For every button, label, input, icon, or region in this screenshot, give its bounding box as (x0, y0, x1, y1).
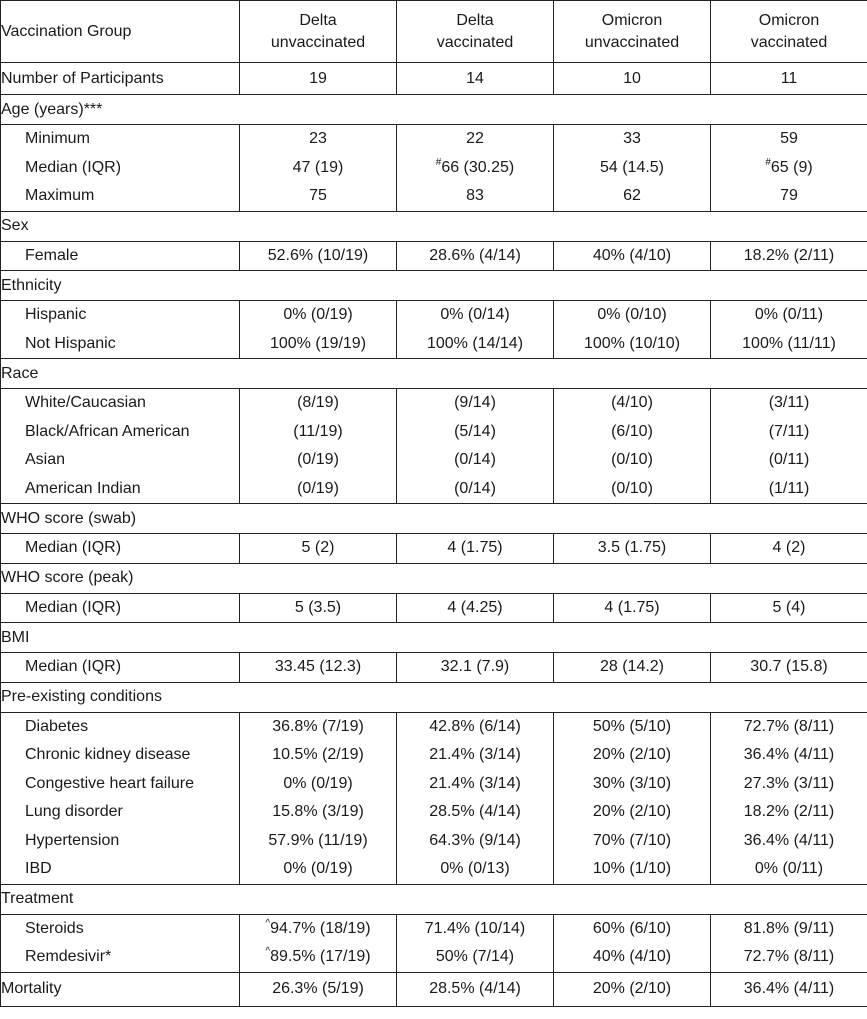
cell-text: 72.7% (8/11) (743, 948, 835, 965)
column-values (554, 125, 711, 212)
data-cell (240, 915, 396, 944)
cell-text: (6/10) (611, 422, 653, 440)
cell-text: 4 (4.25) (447, 598, 503, 616)
cell-text: 23 (309, 130, 327, 147)
column-header-line2: unvaccinated (584, 33, 680, 51)
cell-text: (0/19) (297, 451, 339, 468)
section-body-who-score-swab (1, 534, 867, 564)
cell-text: (1/11) (768, 479, 810, 497)
column-values (711, 712, 867, 884)
footnote-mark: # (765, 156, 771, 168)
data-cell (397, 594, 553, 623)
cell-text: 15.8% (3/19) (272, 803, 364, 820)
cell-text: (5/14) (454, 422, 496, 440)
cell-text: 52.6% (10/19) (267, 246, 369, 264)
data-cell (240, 301, 396, 330)
cell-text: 70% (7/10) (592, 831, 672, 849)
data-cell (711, 915, 867, 944)
cell-text: 62 (623, 187, 641, 204)
cell-text: 81.8% (9/11) (743, 919, 835, 937)
row-label: Black/African American (25, 422, 190, 440)
data-cell (554, 182, 710, 211)
cell-text: 10% (1/10) (592, 860, 672, 877)
column-values (240, 653, 397, 683)
data-cell (554, 330, 710, 359)
cell-text: (11/19) (293, 422, 343, 440)
data-cell (397, 242, 553, 271)
data-cell (397, 475, 553, 504)
column-values (397, 301, 554, 359)
data-cell (554, 534, 710, 563)
data-cell (711, 594, 867, 623)
data-cell (397, 653, 553, 682)
data-cell (240, 653, 396, 682)
participants-label: Number of Participants (1, 63, 240, 95)
section-row-who-score-swab (1, 504, 867, 534)
column-values (397, 125, 554, 212)
data-cell (240, 125, 396, 154)
cell-text: 0% (0/13) (440, 860, 510, 877)
data-cell (554, 446, 710, 475)
row-labels (1, 125, 240, 212)
cell-text: 0% (0/19) (283, 860, 353, 877)
cell-text: 21.4% (3/14) (429, 746, 521, 763)
section-row-pre-existing-conditions (1, 682, 867, 712)
data-cell (711, 389, 867, 418)
column-values (240, 534, 397, 564)
cell-text: 57.9% (11/19) (268, 831, 368, 849)
cell-text: (0/19) (297, 479, 339, 497)
cell-text: 94.7% (18/19) (270, 919, 371, 937)
column-values (554, 914, 711, 972)
cell-text: 5 (2) (301, 539, 335, 556)
cell-text: 0% (0/19) (283, 774, 353, 792)
row-label: IBD (25, 860, 52, 877)
cell-text: 4 (1.75) (447, 539, 503, 556)
data-cell (240, 534, 396, 563)
row-label: Chronic kidney disease (25, 746, 191, 763)
data-cell (240, 770, 396, 799)
section-row-treatment (1, 884, 867, 914)
data-cell (554, 418, 710, 447)
data-cell (554, 798, 710, 827)
column-values (711, 241, 867, 271)
column-values (711, 389, 867, 504)
row-labels (1, 534, 240, 564)
cell-text: 28 (14.2) (599, 658, 665, 675)
section-title: Sex (1, 211, 867, 241)
cell-text: 18.2% (2/11) (743, 803, 835, 820)
section-body-bmi (1, 653, 867, 683)
cell-text: (4/10) (611, 394, 653, 411)
cell-text: 100% (14/14) (426, 334, 524, 352)
section-title: Ethnicity (1, 271, 867, 301)
cell-text: 83 (466, 187, 484, 204)
footnote-mark: ^ (265, 946, 271, 957)
data-cell (554, 713, 710, 742)
cell-text: 54 (14.5) (599, 158, 665, 176)
column-values (554, 712, 711, 884)
row-label: Lung disorder (25, 803, 123, 820)
row-label: Median (IQR) (25, 539, 122, 556)
row-label: Median (IQR) (25, 658, 122, 675)
cell-text: 100% (10/10) (583, 334, 681, 352)
cell-text: 72.7% (8/11) (743, 717, 835, 735)
row-label: White/Caucasian (25, 394, 146, 411)
cell-text: 64.3% (9/14) (429, 831, 521, 849)
data-cell (554, 827, 710, 856)
row-labels (1, 653, 240, 683)
column-values (240, 241, 397, 271)
data-cell (240, 154, 396, 183)
row-label: Median (IQR) (25, 598, 122, 616)
column-values (554, 593, 711, 623)
data-cell (554, 943, 710, 972)
data-cell (554, 154, 710, 183)
column-values (240, 593, 397, 623)
cell-text: 0% (0/19) (283, 306, 353, 323)
data-cell (711, 154, 867, 183)
section-title: WHO score (peak) (1, 563, 867, 593)
cell-text: (0/14) (454, 451, 496, 468)
column-values (711, 534, 867, 564)
cell-text: 40% (4/10) (592, 246, 672, 264)
data-cell (711, 770, 867, 799)
participants-value: 10 (554, 63, 711, 95)
cell-text: 79 (780, 187, 798, 204)
cell-text: (0/10) (611, 479, 653, 497)
cell-text: 47 (19) (292, 158, 344, 176)
column-values (240, 301, 397, 359)
data-cell (397, 713, 553, 742)
row-labels (1, 301, 240, 359)
data-cell (240, 594, 396, 623)
column-values (397, 593, 554, 623)
column-values (397, 241, 554, 271)
cell-text: (8/19) (297, 394, 339, 411)
row-label: Minimum (25, 130, 90, 147)
column-header-line1: Delta (456, 11, 494, 29)
cell-text: 66 (30.25) (441, 158, 515, 176)
column-values (554, 241, 711, 271)
data-cell (240, 827, 396, 856)
section-body-ethnicity (1, 301, 867, 359)
column-values (397, 914, 554, 972)
section-row-age-years (1, 95, 867, 125)
cell-text: 30% (3/10) (592, 774, 672, 792)
data-cell (397, 534, 553, 563)
row-label: Hypertension (25, 831, 120, 849)
data-cell (240, 943, 396, 972)
data-cell (397, 125, 553, 154)
cell-text: 0% (0/10) (597, 306, 667, 323)
header-row-label: Vaccination Group (1, 1, 240, 63)
column-values (711, 301, 867, 359)
row-labels (1, 241, 240, 271)
data-cell (397, 827, 553, 856)
data-cell (397, 943, 553, 972)
section-title: Treatment (1, 884, 867, 914)
data-cell (554, 301, 710, 330)
column-values (397, 653, 554, 683)
column-values (554, 653, 711, 683)
cell-text: 33 (623, 130, 641, 147)
section-body-treatment (1, 914, 867, 972)
data-cell (711, 534, 867, 563)
column-values (711, 914, 867, 972)
footnote-mark: # (435, 156, 442, 168)
cell-text: 59 (780, 130, 798, 147)
data-cell (711, 855, 867, 884)
cell-text: 75 (309, 187, 327, 204)
cell-text: 20% (2/10) (592, 746, 672, 763)
section-title: Age (years)*** (1, 95, 867, 125)
column-values (240, 389, 397, 504)
cell-text: 4 (2) (772, 539, 806, 556)
row-label: Maximum (25, 187, 95, 204)
cell-text: 28.5% (4/14) (429, 803, 521, 820)
data-cell (554, 741, 710, 770)
cell-text: 100% (11/11) (742, 334, 836, 352)
data-cell (397, 770, 553, 799)
column-values (711, 653, 867, 683)
data-cell (711, 125, 867, 154)
section-body-race (1, 389, 867, 504)
cell-text: 36.4% (4/11) (743, 831, 835, 849)
row-label: American Indian (25, 479, 141, 497)
row-label: Hispanic (25, 306, 87, 323)
cell-text: 60% (6/10) (592, 919, 672, 937)
column-values (711, 125, 867, 212)
cell-text: 5 (3.5) (294, 598, 342, 616)
column-header-line2: vaccinated (750, 33, 828, 51)
data-cell (397, 915, 553, 944)
data-cell (397, 389, 553, 418)
section-title: Pre-existing conditions (1, 682, 867, 712)
data-cell (554, 125, 710, 154)
data-cell (711, 418, 867, 447)
row-labels (1, 593, 240, 623)
row-label: Median (IQR) (25, 158, 122, 176)
section-row-bmi (1, 623, 867, 653)
row-labels (1, 389, 240, 504)
row-label: Female (25, 246, 79, 264)
data-cell (711, 446, 867, 475)
participants-value: 19 (240, 63, 397, 95)
cell-text: 36.8% (7/19) (272, 717, 364, 735)
section-row-who-score-peak (1, 563, 867, 593)
data-cell (397, 418, 553, 447)
cell-text: 28.6% (4/14) (429, 246, 521, 264)
mortality-value: 36.4% (4/11) (711, 972, 867, 1006)
data-cell (240, 389, 396, 418)
data-cell (240, 475, 396, 504)
column-values (397, 534, 554, 564)
row-label: Asian (25, 451, 66, 468)
data-cell (397, 446, 553, 475)
cell-text: 4 (1.75) (604, 598, 660, 616)
column-header-line1: Omicron (601, 11, 663, 29)
section-title: Race (1, 359, 867, 389)
section-row-sex (1, 211, 867, 241)
column-values (554, 534, 711, 564)
cell-text: 32.1 (7.9) (440, 658, 510, 675)
row-labels (1, 712, 240, 884)
column-values (397, 712, 554, 884)
data-cell (711, 301, 867, 330)
data-cell (554, 242, 710, 271)
column-header-line1: Delta (299, 11, 337, 29)
data-cell (240, 182, 396, 211)
cell-text: 5 (4) (772, 598, 806, 616)
data-cell (554, 915, 710, 944)
cell-text: 0% (0/14) (440, 306, 510, 323)
data-cell (711, 475, 867, 504)
data-cell (240, 713, 396, 742)
data-cell (554, 594, 710, 623)
cell-text: 40% (4/10) (592, 948, 672, 965)
section-body-pre-existing-conditions (1, 712, 867, 884)
column-values (397, 389, 554, 504)
cell-text: 3.5 (1.75) (597, 539, 667, 556)
cell-text: 36.4% (4/11) (743, 746, 835, 763)
data-cell (240, 798, 396, 827)
data-cell (711, 182, 867, 211)
cell-text: (0/10) (611, 451, 653, 468)
cell-text: 33.45 (12.3) (274, 658, 362, 675)
cell-text: 30.7 (15.8) (750, 658, 828, 675)
cell-text: 10.5% (2/19) (272, 746, 364, 763)
participants-value: 14 (397, 63, 554, 95)
column-values (240, 125, 397, 212)
cell-text: 0% (0/11) (754, 860, 824, 877)
data-cell (711, 713, 867, 742)
column-header-line1: Omicron (758, 11, 820, 29)
cell-text: (7/11) (768, 422, 810, 440)
cell-text: 65 (9) (770, 158, 813, 176)
data-cell (240, 446, 396, 475)
row-label: Diabetes (25, 717, 89, 735)
data-cell (711, 798, 867, 827)
cell-text: 42.8% (6/14) (429, 717, 521, 735)
mortality-label: Mortality (1, 972, 240, 1006)
data-cell (240, 855, 396, 884)
data-cell (711, 741, 867, 770)
section-row-ethnicity (1, 271, 867, 301)
data-cell (711, 827, 867, 856)
cell-text: 0% (0/11) (754, 306, 824, 323)
data-cell (554, 653, 710, 682)
cell-text: 27.3% (3/11) (743, 774, 835, 792)
cell-text: 21.4% (3/14) (429, 774, 521, 792)
data-cell (397, 154, 553, 183)
data-cell (397, 741, 553, 770)
mortality-value: 26.3% (5/19) (240, 972, 397, 1006)
row-label: Remdesivir* (25, 948, 112, 965)
cell-text: (3/11) (768, 394, 810, 411)
column-header-delta-unvaccinated (240, 1, 397, 63)
row-label: Steroids (25, 919, 84, 937)
participants-value: 11 (711, 63, 867, 95)
data-cell (397, 182, 553, 211)
column-values (240, 914, 397, 972)
cell-text: 100% (19/19) (269, 334, 367, 352)
cell-text: 20% (2/10) (592, 803, 672, 820)
header-row (1, 1, 867, 63)
footnote-mark: ^ (265, 917, 271, 929)
data-cell (711, 653, 867, 682)
column-values (240, 712, 397, 884)
mortality-value: 28.5% (4/14) (397, 972, 554, 1006)
data-cell (397, 855, 553, 884)
section-body-sex (1, 241, 867, 271)
section-title: BMI (1, 623, 867, 653)
mortality-row (1, 972, 867, 1006)
data-cell (554, 855, 710, 884)
participants-row (1, 63, 867, 95)
row-label: Not Hispanic (25, 334, 116, 352)
data-cell (711, 242, 867, 271)
column-values (554, 389, 711, 504)
cell-text: (9/14) (454, 394, 496, 411)
column-header-line2: unvaccinated (270, 33, 366, 51)
cell-text: 50% (7/14) (435, 948, 515, 965)
cell-text: 50% (5/10) (592, 717, 672, 735)
column-header-line2: vaccinated (436, 33, 514, 51)
mortality-value: 20% (2/10) (554, 972, 711, 1006)
cell-text: 18.2% (2/11) (743, 246, 835, 264)
section-body-age-years (1, 125, 867, 212)
data-cell (240, 242, 396, 271)
column-header-omicron-unvaccinated (554, 1, 711, 63)
data-cell (554, 770, 710, 799)
data-cell (240, 418, 396, 447)
cell-text: (0/11) (768, 451, 810, 468)
data-cell (711, 943, 867, 972)
data-cell (397, 330, 553, 359)
column-header-delta-vaccinated (397, 1, 554, 63)
cell-text: 89.5% (17/19) (270, 948, 371, 965)
cell-text: 22 (466, 130, 484, 147)
column-header-omicron-vaccinated (711, 1, 867, 63)
data-cell (240, 330, 396, 359)
section-body-who-score-peak (1, 593, 867, 623)
section-title: WHO score (swab) (1, 504, 867, 534)
data-cell (397, 301, 553, 330)
data-cell (240, 741, 396, 770)
row-labels (1, 914, 240, 972)
column-values (711, 593, 867, 623)
section-row-race (1, 359, 867, 389)
cell-text: 71.4% (10/14) (424, 919, 526, 937)
data-cell (554, 475, 710, 504)
column-values (554, 301, 711, 359)
cell-text: (0/14) (454, 479, 496, 497)
data-cell (711, 330, 867, 359)
data-cell (397, 798, 553, 827)
data-cell (554, 389, 710, 418)
row-label: Congestive heart failure (25, 774, 194, 792)
